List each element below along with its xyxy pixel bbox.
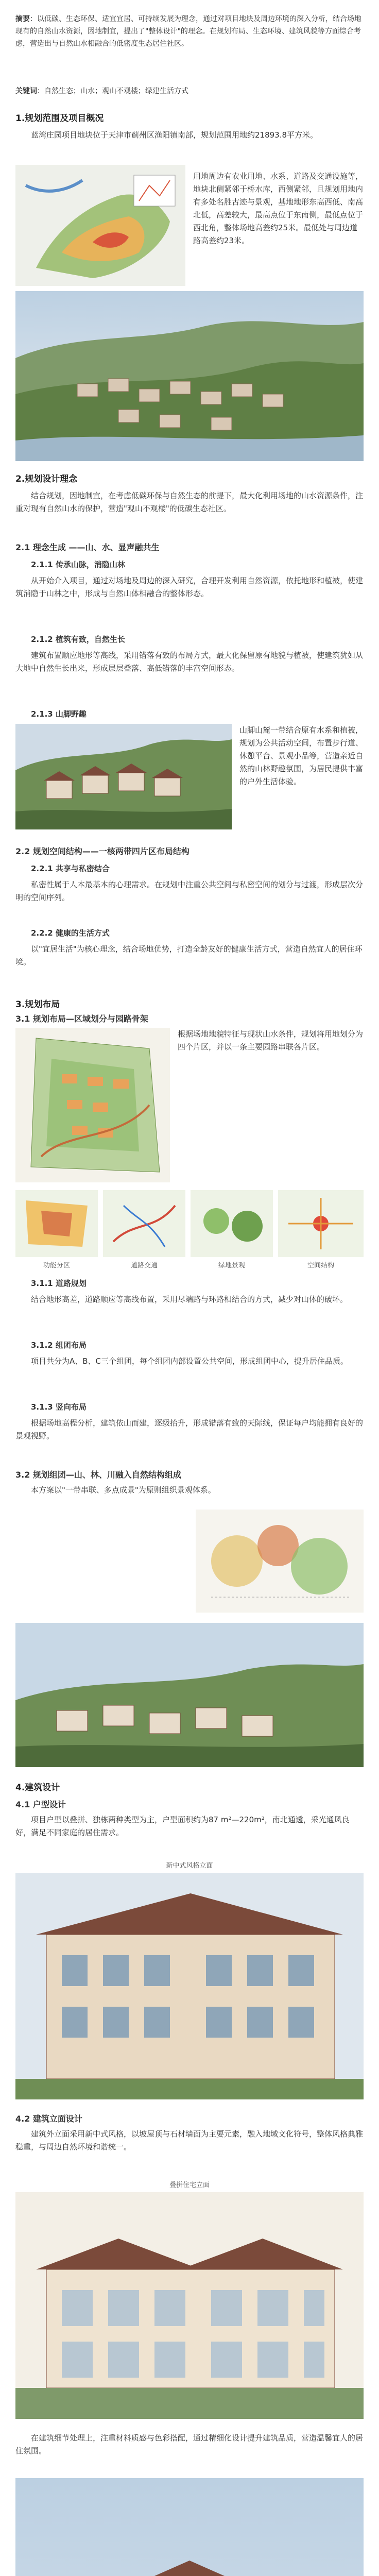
section-2-1-2-title: 2.1.2 植筑有致，自然生长 [31, 635, 125, 644]
section-2-1-3-text: 山脚山麓一带结合原有水系和植被，规划为公共活动空间，布置步行道、休憩平台、景观小品等，营造亲近自然的山林野趣氛围，为居民提供丰富的户外生活体验。 [239, 725, 364, 786]
abstract: 摘要：以低碳、生态环保、适宜宜居、可持续发展为理念，通过对项目地块及周边环境的深入分析，结合场地现有的自然山水资源，因地制宜，提出了"整体设计"的理念。在规划布局、生态环境、建筑风貌等方面综合考虑，营造出与自然山水相融合的低密度生态居住社区。 [15, 15, 361, 48]
caption-2: 道路交通 [130, 1262, 158, 1269]
master-plan-image [15, 1028, 170, 1182]
section-3-2-title: 3.2 规划组团—山、林、川融入自然结构组成 [15, 1470, 181, 1480]
diagram-function-zoning [15, 1190, 98, 1257]
section-3-1-title: 3.1 规划布局—区域划分与园路骨架 [15, 1014, 148, 1024]
diagram-spatial-structure [278, 1190, 364, 1257]
building-rendering-1 [15, 1873, 364, 2099]
site-location-map [15, 165, 185, 286]
diagram-landscape [191, 1190, 273, 1257]
section-2-2-1-text: 私密性属于人本最基本的心理需求。在规划中注重公共空间与私密空间的划分与过渡，形成层次分明的空间序列。 [15, 880, 364, 902]
abstract-text: 以低碳、生态环保、适宜宜居、可持续发展为理念，通过对项目地块及周边环境的深入分析，结合场地现有的自然山水资源，因地制宜，提出了"整体设计"的理念。在规划布局、生态环境、建筑风貌等方面综合考虑，营造出与自然山水相融合的低密度生态居住社区。 [15, 15, 361, 48]
aerial-photo [15, 291, 364, 461]
section-4-1-title: 4.1 户型设计 [15, 1800, 66, 1809]
building-rendering-2 [15, 2192, 364, 2419]
section-1-text-2: 用地周边有农业用地、水系、道路及交通设施等，地块北侧紧邻于桥水库，西侧紧邻，且规划用地内有多处名胜古迹与景观，基地地形东高西低、南高北低，高差较大，最高点位于东南侧，最低点位于西北角，整体场地高差约25米。最低处与周边道路高差约23米。 [193, 172, 364, 245]
keywords-text: 自然生态；山水；观山不观楼；绿建生活方式 [44, 87, 188, 95]
keywords-label: 关键词 [15, 87, 37, 95]
caption-4: 空间结构 [307, 1262, 334, 1269]
caption-1: 功能分区 [43, 1262, 70, 1269]
abstract-label: 摘要 [15, 15, 30, 23]
section-2-title: 2.规划设计理念 [15, 474, 78, 484]
section-1-title: 1.规划范围及项目概况 [15, 113, 104, 124]
section-2-2-1-title: 2.2.1 共享与私密结合 [31, 864, 110, 873]
section-3-1-3-text: 根据场地高程分析，建筑依山而建，逐级抬升，形成错落有致的天际线，保证每户均能拥有良好的景观视野。 [15, 1418, 364, 1440]
keywords: 关键词：自然生态；山水；观山不观楼；绿建生活方式 [15, 87, 188, 95]
concept-diagram [196, 1510, 364, 1613]
section-2-2-2-text: 以"宜居生活"为核心理念，结合场地优势，打造全龄友好的健康生活方式，营造自然宜人的居住环境。 [15, 944, 363, 967]
section-4-2-text-2: 在建筑细节处理上，注重材料质感与色彩搭配，通过精细化设计提升建筑品质，营造温馨宜人的居住氛围。 [15, 2433, 364, 2455]
section-2-2-title: 2.2 规划空间结构——一核两带四片区布局结构 [15, 846, 190, 856]
section-3-1-3-title: 3.1.3 竖向布局 [31, 1402, 87, 1412]
section-2-1-1-title: 2.1.1 传承山脉，消隐山林 [31, 560, 125, 569]
section-2-1-3-title: 2.1.3 山脚野趣 [31, 709, 87, 719]
section-3-1-text: 根据场地地貌特征与现状山水条件，规划将用地划分为四个片区，并以一条主要园路串联各片区。 [178, 1029, 364, 1052]
image-label-1: 新中式风格立面 [166, 1862, 213, 1870]
section-4-2-text: 建筑外立面采用新中式风格，以坡屋顶与石材墙面为主要元素，融入地域文化符号，整体风格典雅稳重，与周边自然环境和谐统一。 [15, 2129, 364, 2151]
image-label-2: 叠拼住宅立面 [169, 2181, 210, 2189]
section-3-title: 3.规划布局 [15, 999, 60, 1010]
section-4-2-title: 4.2 建筑立面设计 [15, 2114, 82, 2124]
section-3-1-2-text: 项目共分为A、B、C三个组团，每个组团内部设置公共空间，形成组团中心，提升居住品质。 [31, 1357, 349, 1366]
section-2-1-title: 2.1 理念生成 ——山、水、显声融共生 [15, 543, 160, 552]
section-3-1-1-title: 3.1.1 道路规划 [31, 1279, 87, 1288]
section-2-1-1-text: 从开始介入项目，通过对场地及周边的深入研究，合理开发利用自然资源，依托地形和植被，使建筑消隐于山林之中，形成与自然山体相融合的整体形态。 [15, 576, 364, 598]
section-2-1-2-text: 建筑布置顺应地形等高线，采用错落有致的布局方式，最大化保留原有地貌与植被，使建筑犹如从大地中自然生长出来，形成层层叠落、高低错落的丰富空间形态。 [15, 651, 364, 673]
section-4-1-text: 项目户型以叠拼、独栋两种类型为主，户型面积约为87 m²—220m²，南北通透，采光通风良好，满足不同家庭的居住需求。 [15, 1815, 350, 1837]
hillside-photo [15, 724, 232, 829]
section-3-1-2-title: 3.1.2 组团布局 [31, 1341, 87, 1350]
landscape-photo [15, 1623, 364, 1767]
building-rendering-3 [15, 2478, 364, 2576]
diagram-traffic [103, 1190, 185, 1257]
caption-3: 绿地景观 [218, 1262, 245, 1269]
section-4-title: 4.建筑设计 [15, 1783, 60, 1793]
section-3-2-text: 本方案以"一带串联、多点成景"为原则组织景观体系。 [31, 1485, 216, 1495]
section-1-text: 蓝湾庄园项目地块位于天津市蓟州区渔阳镇南部，规划范围用地约21893.8平方米。 [31, 130, 318, 140]
section-2-text: 结合规划，因地制宜，在考虑低碳环保与自然生态的前提下，最大化利用场地的山水资源条件，注重对现有自然山水的保护，营造"观山不观楼"的低碳生态社区。 [15, 491, 364, 513]
section-3-1-1-text: 结合地形高差，道路顺应等高线布置，采用尽端路与环路相结合的方式，减少对山体的破坏。 [31, 1295, 348, 1304]
section-2-2-2-title: 2.2.2 健康的生活方式 [31, 928, 110, 938]
